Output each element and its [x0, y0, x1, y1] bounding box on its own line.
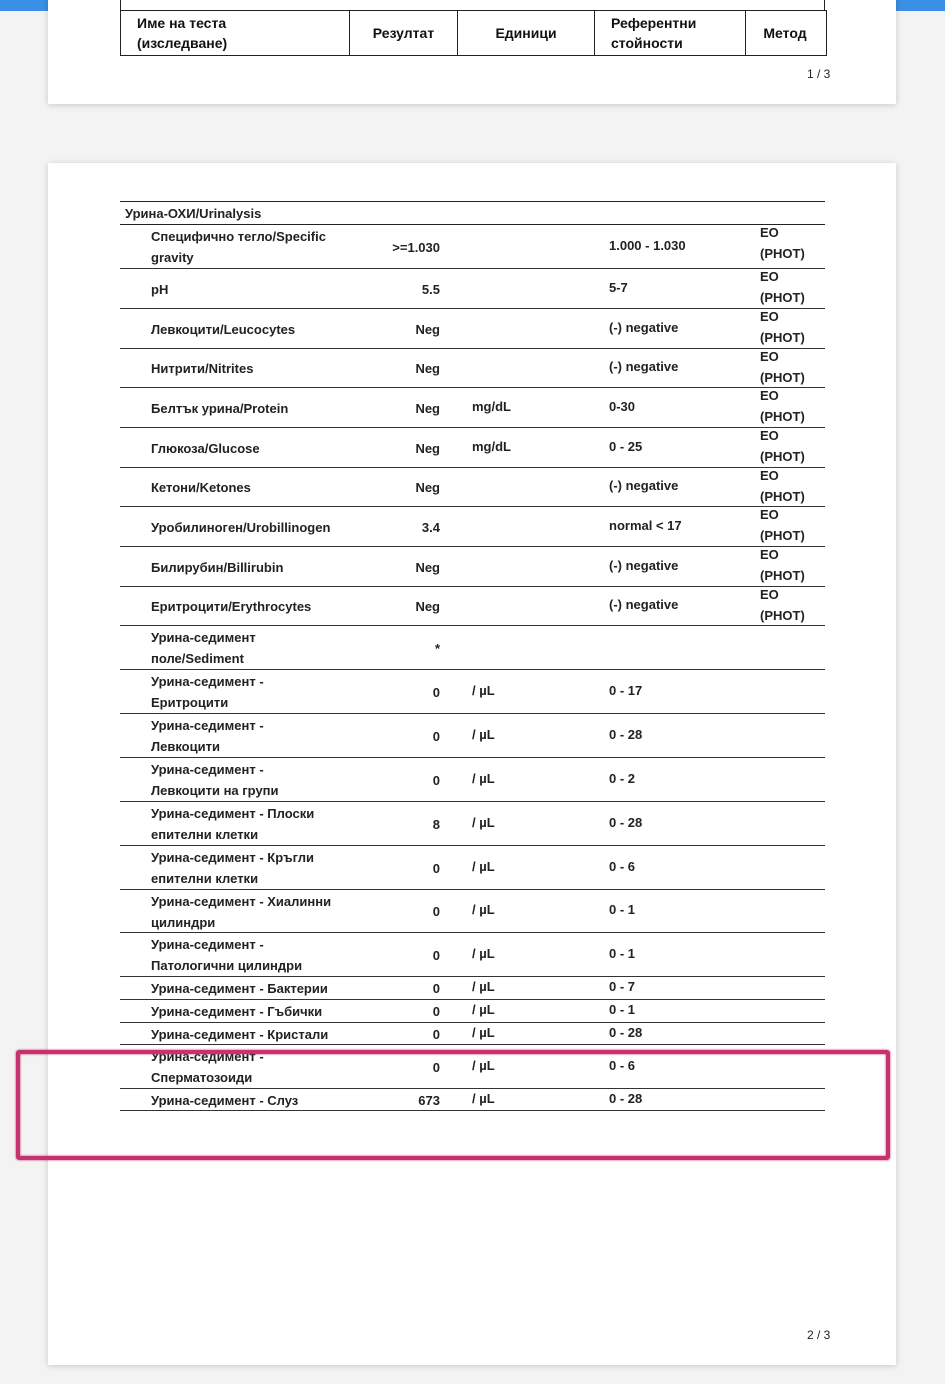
- header-reference: [595, 11, 746, 55]
- row-unit: mg/dL: [472, 439, 511, 454]
- row-method-line: EO: [760, 468, 779, 483]
- header-test-name-line2: (изследване): [137, 35, 228, 51]
- row-reference: 0 - 6: [609, 1058, 636, 1073]
- row-test-name-line: епителни клетки: [151, 827, 259, 842]
- row-method-line: EO: [760, 507, 779, 522]
- row-unit: / µL: [472, 727, 495, 742]
- table-header: [120, 10, 827, 56]
- row-reference: (-) negative: [609, 478, 679, 493]
- row-result: 0: [432, 1027, 440, 1042]
- row-test-name-line: Урина-седимент - Слуз: [151, 1093, 299, 1108]
- header-units: Единици: [458, 11, 595, 55]
- row-method-line: (PHOT): [760, 246, 805, 261]
- row-test-name-line: Урина-седимент - Бактерии: [151, 981, 328, 996]
- row-test-name-line: цилиндри: [151, 915, 216, 930]
- row-method-line: (PHOT): [760, 370, 805, 385]
- row-reference: 0 - 1: [609, 1002, 636, 1017]
- row-test-name-line: Урина-седимент -: [151, 718, 264, 733]
- row-unit: / µL: [472, 1058, 495, 1073]
- page-number-1: 1 / 3: [807, 67, 831, 81]
- row-test-name-line: Белтък урина/Protein: [151, 401, 289, 416]
- row-result: >=1.030: [392, 240, 440, 255]
- row-method-line: EO: [760, 309, 779, 324]
- row-test-name-line: gravity: [151, 250, 194, 265]
- row-reference: 1.000 - 1.030: [609, 238, 686, 253]
- row-reference: 0 - 28: [609, 815, 643, 830]
- row-method-line: EO: [760, 388, 779, 403]
- table-row: [120, 1023, 825, 1045]
- row-result: 8: [432, 817, 440, 832]
- table-row: [120, 587, 825, 626]
- row-result: 0: [432, 904, 440, 919]
- row-method-line: (PHOT): [760, 409, 805, 424]
- row-test-name-line: Урина-седимент -: [151, 674, 264, 689]
- row-method-line: (PHOT): [760, 489, 805, 504]
- row-test-name-line: Кетони/Ketones: [151, 480, 251, 495]
- row-method-line: (PHOT): [760, 568, 805, 583]
- row-method-line: (PHOT): [760, 528, 805, 543]
- row-reference: normal < 17: [609, 518, 682, 533]
- table-row: [120, 225, 825, 269]
- row-test-name-line: Левкоцити: [151, 739, 220, 754]
- row-reference: 0-30: [609, 399, 636, 414]
- row-unit: mg/dL: [472, 399, 511, 414]
- table-row: [120, 802, 825, 846]
- row-test-name-line: поле/Sediment: [151, 651, 244, 666]
- table-row: [120, 933, 825, 977]
- table-row: [120, 758, 825, 802]
- row-test-name-line: Урина-седимент -: [151, 1049, 264, 1064]
- row-unit: / µL: [472, 979, 495, 994]
- table-top-edge: [120, 0, 825, 10]
- table-row: [120, 714, 825, 758]
- row-test-name-line: епителни клетки: [151, 871, 259, 886]
- highlight-annotation: [16, 1050, 890, 1160]
- report-page-1: [48, 0, 896, 104]
- row-method-line: EO: [760, 428, 779, 443]
- row-result: 0: [432, 1060, 440, 1075]
- table-row: [120, 977, 825, 1000]
- row-method-line: EO: [760, 547, 779, 562]
- section-title: Урина-ОХИ/Urinalysis: [125, 206, 262, 221]
- row-test-name-line: Еритроцити: [151, 695, 229, 710]
- table-row: [120, 428, 825, 468]
- row-reference: 0 - 28: [609, 1091, 643, 1106]
- table-row: [120, 349, 825, 388]
- header-reference-line2: стойности: [611, 35, 683, 51]
- row-method: [760, 504, 805, 546]
- row-result: 0: [432, 773, 440, 788]
- row-result: Neg: [415, 560, 440, 575]
- row-test-name-line: Урина-седимент - Хиалинни: [151, 894, 332, 909]
- table-row: [120, 846, 825, 890]
- row-unit: / µL: [472, 1002, 495, 1017]
- table-row: [120, 309, 825, 349]
- row-reference: (-) negative: [609, 320, 679, 335]
- row-result: 3.4: [421, 520, 440, 535]
- page-number-2: 2 / 3: [807, 1328, 831, 1342]
- header-method: Метод: [763, 25, 807, 41]
- table-row: [120, 388, 825, 428]
- row-test-name-line: Левкоцити на групи: [151, 783, 279, 798]
- row-result: Neg: [415, 480, 440, 495]
- header-test-name-line1: Име на теста: [137, 15, 227, 31]
- row-result: Neg: [415, 322, 440, 337]
- row-unit: / µL: [472, 902, 495, 917]
- row-method-line: (PHOT): [760, 608, 805, 623]
- table-row: [120, 547, 825, 587]
- table-row: [120, 626, 825, 670]
- row-method: [760, 346, 805, 388]
- table-row: [120, 670, 825, 714]
- row-test-name-line: Урина-седимент - Кристали: [151, 1027, 329, 1042]
- row-test-name-line: Урина-седимент -: [151, 937, 264, 952]
- row-unit: / µL: [472, 815, 495, 830]
- row-test-name-line: Сперматозоиди: [151, 1070, 253, 1085]
- table-row: [120, 507, 825, 547]
- row-method-line: EO: [760, 269, 779, 284]
- table-row: [120, 269, 825, 309]
- header-reference-line1: Референтни: [611, 15, 697, 31]
- row-method-line: (PHOT): [760, 330, 805, 345]
- row-method: [760, 306, 805, 348]
- row-method: [760, 222, 805, 264]
- row-result: Neg: [415, 401, 440, 416]
- row-result: 0: [432, 948, 440, 963]
- row-method-line: (PHOT): [760, 290, 805, 305]
- row-reference: 0 - 1: [609, 946, 636, 961]
- row-unit: / µL: [472, 683, 495, 698]
- row-result: 5.5: [421, 282, 440, 297]
- row-result: 0: [432, 685, 440, 700]
- row-result: Neg: [415, 361, 440, 376]
- row-test-name-line: Урина-седимент: [151, 630, 256, 645]
- row-unit: / µL: [472, 1091, 495, 1106]
- row-unit: / µL: [472, 771, 495, 786]
- row-reference: 0 - 1: [609, 902, 636, 917]
- row-result: Neg: [415, 441, 440, 456]
- row-test-name-line: Левкоцити/Leucocytes: [151, 322, 296, 337]
- row-test-name-line: Глюкоза/Glucose: [151, 441, 260, 456]
- row-method-line: EO: [760, 349, 779, 364]
- row-method: [760, 584, 805, 626]
- row-result: *: [434, 641, 440, 656]
- row-reference: 0 - 6: [609, 859, 636, 874]
- row-reference: (-) negative: [609, 359, 679, 374]
- row-test-name-line: Специфично тегло/Specific: [151, 229, 326, 244]
- row-result: 0: [432, 981, 440, 996]
- row-method: [760, 544, 805, 586]
- row-method-line: EO: [760, 587, 779, 602]
- table-row: [120, 890, 825, 933]
- row-test-name-line: Билирубин/Billirubin: [151, 560, 284, 575]
- row-method-line: EO: [760, 225, 779, 240]
- row-test-name-line: Урина-седимент - Кръгли: [151, 850, 314, 865]
- row-reference: 0 - 7: [609, 979, 636, 994]
- row-test-name-line: pH: [151, 282, 169, 297]
- row-result: 0: [432, 729, 440, 744]
- row-unit: / µL: [472, 946, 495, 961]
- row-reference: 0 - 2: [609, 771, 636, 786]
- row-unit: / µL: [472, 1025, 495, 1040]
- row-test-name-line: Уробилиноген/Urobillinogen: [151, 520, 331, 535]
- row-method: [760, 465, 805, 507]
- row-method: [760, 266, 805, 308]
- row-reference: 0 - 17: [609, 683, 643, 698]
- row-reference: (-) negative: [609, 597, 679, 612]
- row-unit: / µL: [472, 859, 495, 874]
- row-result: 0: [432, 861, 440, 876]
- row-test-name-line: Урина-седимент - Плоски: [151, 806, 315, 821]
- table-row: [120, 1000, 825, 1023]
- row-result: 673: [418, 1093, 440, 1108]
- row-result: 0: [432, 1004, 440, 1019]
- section-top-rule: [120, 201, 825, 202]
- row-test-name-line: Патологични цилиндри: [151, 958, 303, 973]
- report-page-2: [48, 163, 896, 1365]
- row-method: [760, 425, 805, 467]
- row-test-name-line: Нитрити/Nitrites: [151, 361, 254, 376]
- table-row: [120, 468, 825, 507]
- header-test-name: [121, 11, 350, 55]
- row-test-name-line: Еритроцити/Erythrocytes: [151, 599, 312, 614]
- row-method-line: (PHOT): [760, 449, 805, 464]
- row-reference: 5-7: [609, 280, 628, 295]
- header-result: Резултат: [350, 11, 458, 55]
- row-test-name-line: Урина-седимент - Гъбички: [151, 1004, 323, 1019]
- row-method: [760, 385, 805, 427]
- row-result: Neg: [415, 599, 440, 614]
- row-reference: (-) negative: [609, 558, 679, 573]
- row-reference: 0 - 28: [609, 1025, 643, 1040]
- row-reference: 0 - 25: [609, 439, 643, 454]
- row-reference: 0 - 28: [609, 727, 643, 742]
- row-test-name-line: Урина-седимент -: [151, 762, 264, 777]
